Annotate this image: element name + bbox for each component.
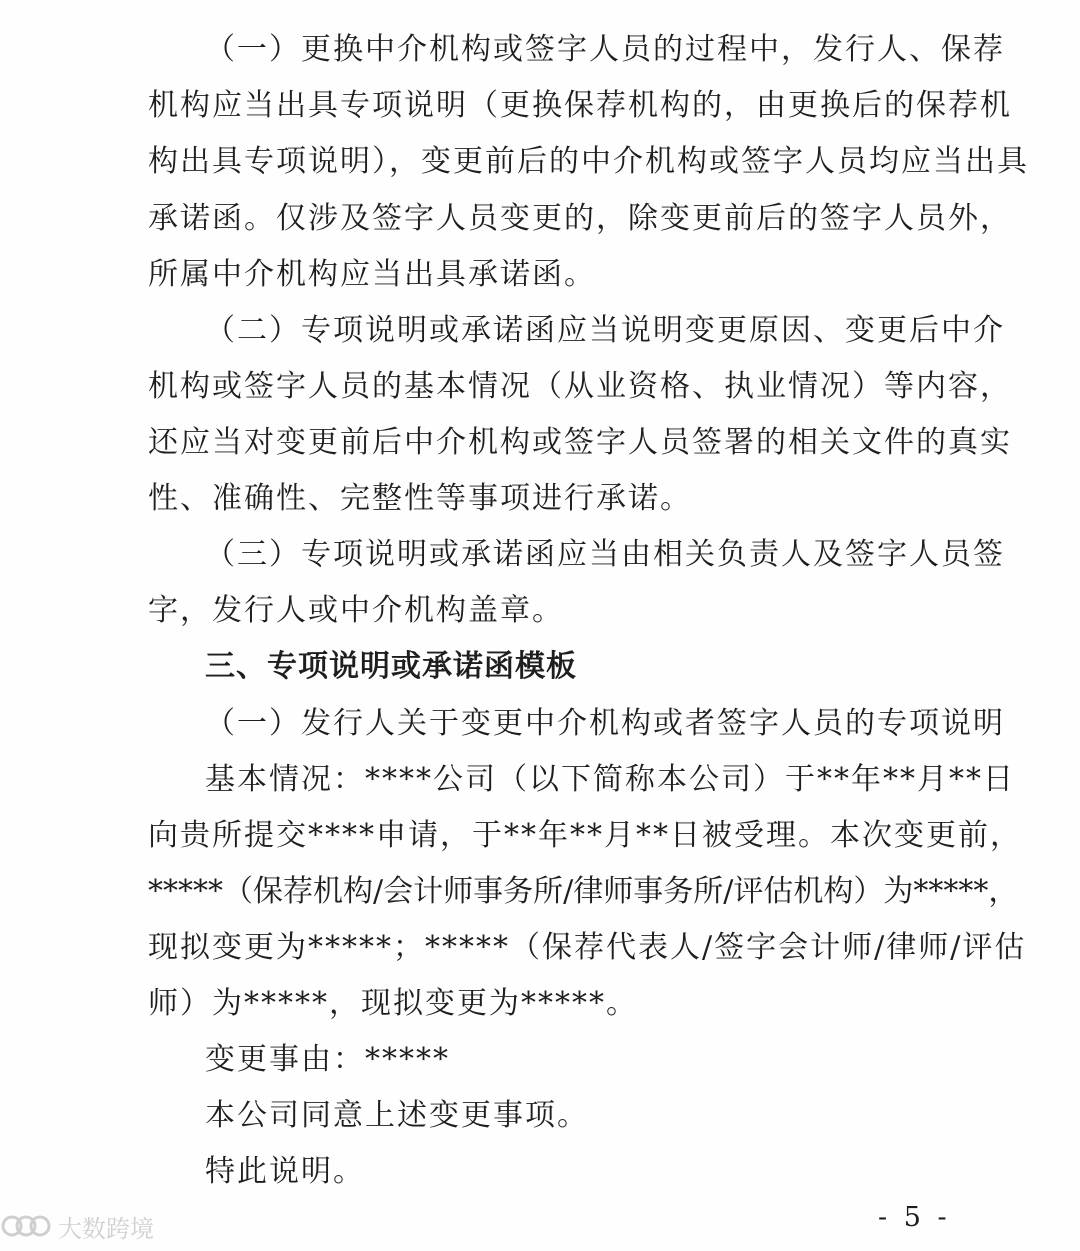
- paragraph-line: （三）专项说明或承诺函应当由相关负责人及签字人员签: [205, 537, 1005, 572]
- watermark-text: 大数跨境: [58, 1214, 154, 1243]
- watermark: [0, 1206, 154, 1246]
- paragraph-line: （二）专项说明或承诺函应当说明变更原因、变更后中介: [205, 313, 1005, 348]
- paragraph-line: 还应当对变更前后中介机构或签字人员签署的相关文件的真实: [148, 425, 1012, 460]
- paragraph-line: 变更事由：*****: [205, 1042, 450, 1077]
- paragraph-line: 特此说明。: [205, 1154, 365, 1189]
- paragraph-line: 机构应当出具专项说明（更换保荐机构的，由更换后的保荐机: [148, 88, 1012, 123]
- paragraph-line: 承诺函。仅涉及签字人员变更的，除变更前后的签字人员外，: [148, 201, 1012, 236]
- paragraph-line: 性、准确性、完整性等事项进行承诺。: [148, 481, 692, 516]
- paragraph-line: 字，发行人或中介机构盖章。: [148, 593, 564, 628]
- paragraph-line: 机构或签字人员的基本情况（从业资格、执业情况）等内容，: [148, 369, 1012, 404]
- paragraph-line: 本公司同意上述变更事项。: [205, 1098, 589, 1133]
- paragraph-line: 师）为*****，现拟变更为*****。: [148, 986, 638, 1021]
- paragraph-line: *****（保荐机构/会计师事务所/律师事务所/评估机构）为*****，: [148, 874, 1019, 909]
- paragraph-line: 所属中介机构应当出具承诺函。: [148, 257, 596, 292]
- brand-logo-icon: [0, 1209, 52, 1243]
- section-heading: 三、专项说明或承诺函模板: [205, 649, 577, 684]
- page-number: - 5 -: [878, 1202, 951, 1233]
- paragraph-line: 向贵所提交****申请，于**年**月**日被受理。本次变更前，: [148, 818, 1022, 853]
- paragraph-line: 现拟变更为*****；*****（保荐代表人/签字会计师/律师/评估: [148, 930, 1027, 965]
- paragraph-line: 基本情况：****公司（以下简称本公司）于**年**月**日: [205, 762, 1015, 797]
- paragraph-line: （一）更换中介机构或签字人员的过程中，发行人、保荐: [205, 32, 1005, 67]
- paragraph-line: 构出具专项说明），变更前后的中介机构或签字人员均应当出具: [148, 144, 1029, 179]
- paragraph-line: （一）发行人关于变更中介机构或者签字人员的专项说明: [205, 706, 1005, 741]
